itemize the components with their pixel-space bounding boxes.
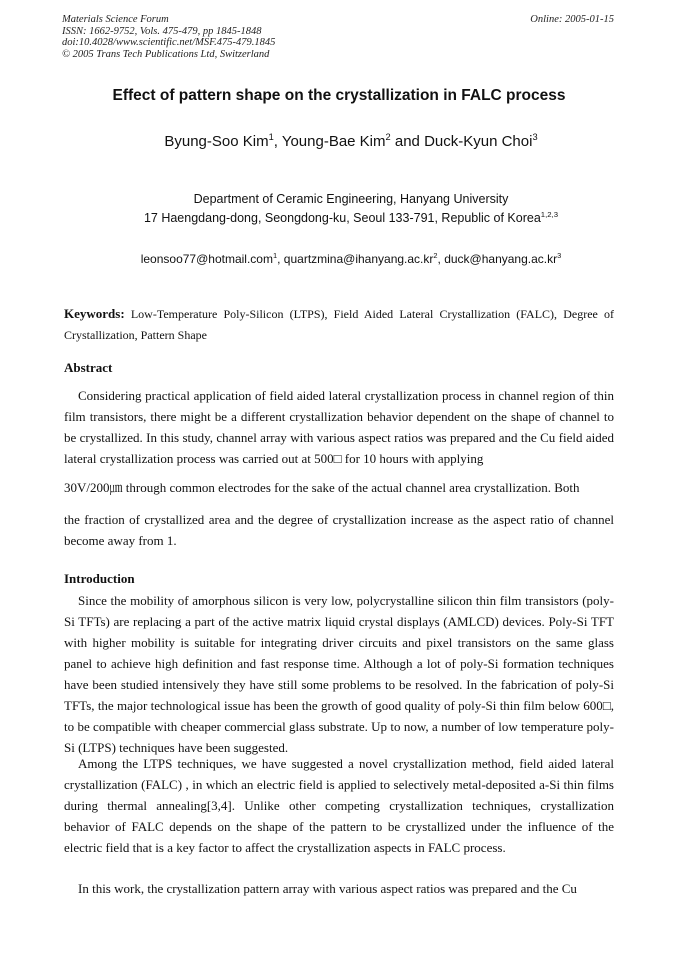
doi-line: doi:10.4028/www.scientific.net/MSF.475-479.1845 xyxy=(62,37,276,48)
abstract-paragraph-continued xyxy=(64,477,614,551)
author-name: Duck-Kyun Choi xyxy=(424,133,533,150)
issn-line: ISSN: 1662-9752, Vols. 475-479, pp 1845-1848 xyxy=(62,25,262,37)
address-superscript: 1,2,3 xyxy=(540,209,559,219)
affiliation-address xyxy=(0,211,678,225)
author-name: Byung-Soo Kim xyxy=(164,133,269,150)
introduction-paragraph: In this work, the crystallization pattern array with various aspect ratios was prepared and the Cu xyxy=(78,881,577,896)
email-superscript: 1 xyxy=(272,251,278,260)
author-superscript: 1 xyxy=(268,132,274,142)
author-and: and xyxy=(394,133,420,150)
email-link[interactable]: duck@hanyang.ac.kr xyxy=(444,252,558,266)
author-superscript: 2 xyxy=(385,132,391,142)
email-link[interactable]: quartzmina@ihanyang.ac.kr xyxy=(283,252,434,266)
journal-name: Materials Science Forum xyxy=(62,14,169,25)
author-superscript: 3 xyxy=(532,132,538,142)
introduction-paragraph: Since the mobility of amorphous silicon is very low, polycrystalline silicon thin film transistors (poly-Si TFTs) are replacing a part of the active matrix liquid crystal displays (AMLCD) devices. Poly-Si TFT with higher mobility is suitable for integrating driver circuits and pixel transistors on the same glass panel to achieve high definition and fast response time. Although a lot of poly-Si formation techniques have been studied intensively they have still some problems to be resolved. In the fabrication of poly-Si TFTs, the major technological issue has been the growth of good quality of poly-Si thin film below 600□, to be compatible with cheaper commercial glass substrate. Up to now, a number of low temperature poly-Si (LTPS) techniques have been suggested. xyxy=(64,593,614,755)
keywords-block xyxy=(64,303,614,346)
abstract-paragraph: Considering practical application of field aided lateral crystallization process in channel region of thin film transistors, there might be a different crystallization behavior dependent on the shape of channel to be crystallized. In this study, channel array with various aspect ratios was prepared and the Cu field aided lateral crystallization process was carried out at 500□ for 10 hours with applying xyxy=(64,388,614,466)
affiliation-line: Department of Ceramic Engineering, Hanyang University xyxy=(193,192,509,206)
copyright-line: © 2005 Trans Tech Publications Ltd, Switzerland xyxy=(62,48,270,60)
keywords-text: Low-Temperature Poly-Silicon (LTPS), Field Aided Lateral Crystallization (FALC), Degree of Crystallization, Pattern Shape xyxy=(64,307,615,342)
email-list: leonsoo77@hotmail.com$^1$, $quartzmina@ihanyang.ac.kr^2$, $duck@hanyang.ac.kr^3$ xyxy=(140,251,562,266)
online-date: Online: 2005-01-15 xyxy=(530,14,614,25)
email-link[interactable]: leonsoo77@hotmail.com xyxy=(140,252,273,266)
email-superscript: 3 xyxy=(557,251,562,260)
abstract-line: 30V/200㎛ through common electrodes for the sake of the actual channel area crystallization. Both xyxy=(64,480,580,495)
author-list: Byung-Soo Kim$^1$, Young-Bae Kim$^2$ and Duck-Kyun Choi$^3$ xyxy=(164,132,538,150)
abstract-text: the fraction of crystallized area and the degree of crystallization increase as the aspect ratio of channel become away from 1. xyxy=(64,512,614,548)
author-name: Young-Bae Kim xyxy=(281,133,386,150)
address-text: 17 Haengdang-dong, Seongdong-ku, Seoul 133-791, Republic of Korea xyxy=(143,211,541,225)
introduction-heading: Introduction xyxy=(64,571,135,586)
introduction-paragraph: Among the LTPS techniques, we have suggested a novel crystallization method, field aided lateral crystallization (FALC) , in which an electric field is applied to selectively metal-deposited a-Si thin films during thermal annealing[3,4]. Unlike other competing crystallization techniques, crystallization behavior of FALC depends on the shape of the pattern to be crystallized under the influence of the electric field that is a key factor to affect the crystallization aspects in FALC process. xyxy=(64,756,614,855)
keywords-label: Keywords: xyxy=(64,306,125,321)
journal-header xyxy=(62,14,275,60)
abstract-heading: Abstract xyxy=(64,360,113,375)
paper-title: Effect of pattern shape on the crystallization in FALC process xyxy=(112,87,566,104)
email-superscript: 2 xyxy=(433,251,438,260)
